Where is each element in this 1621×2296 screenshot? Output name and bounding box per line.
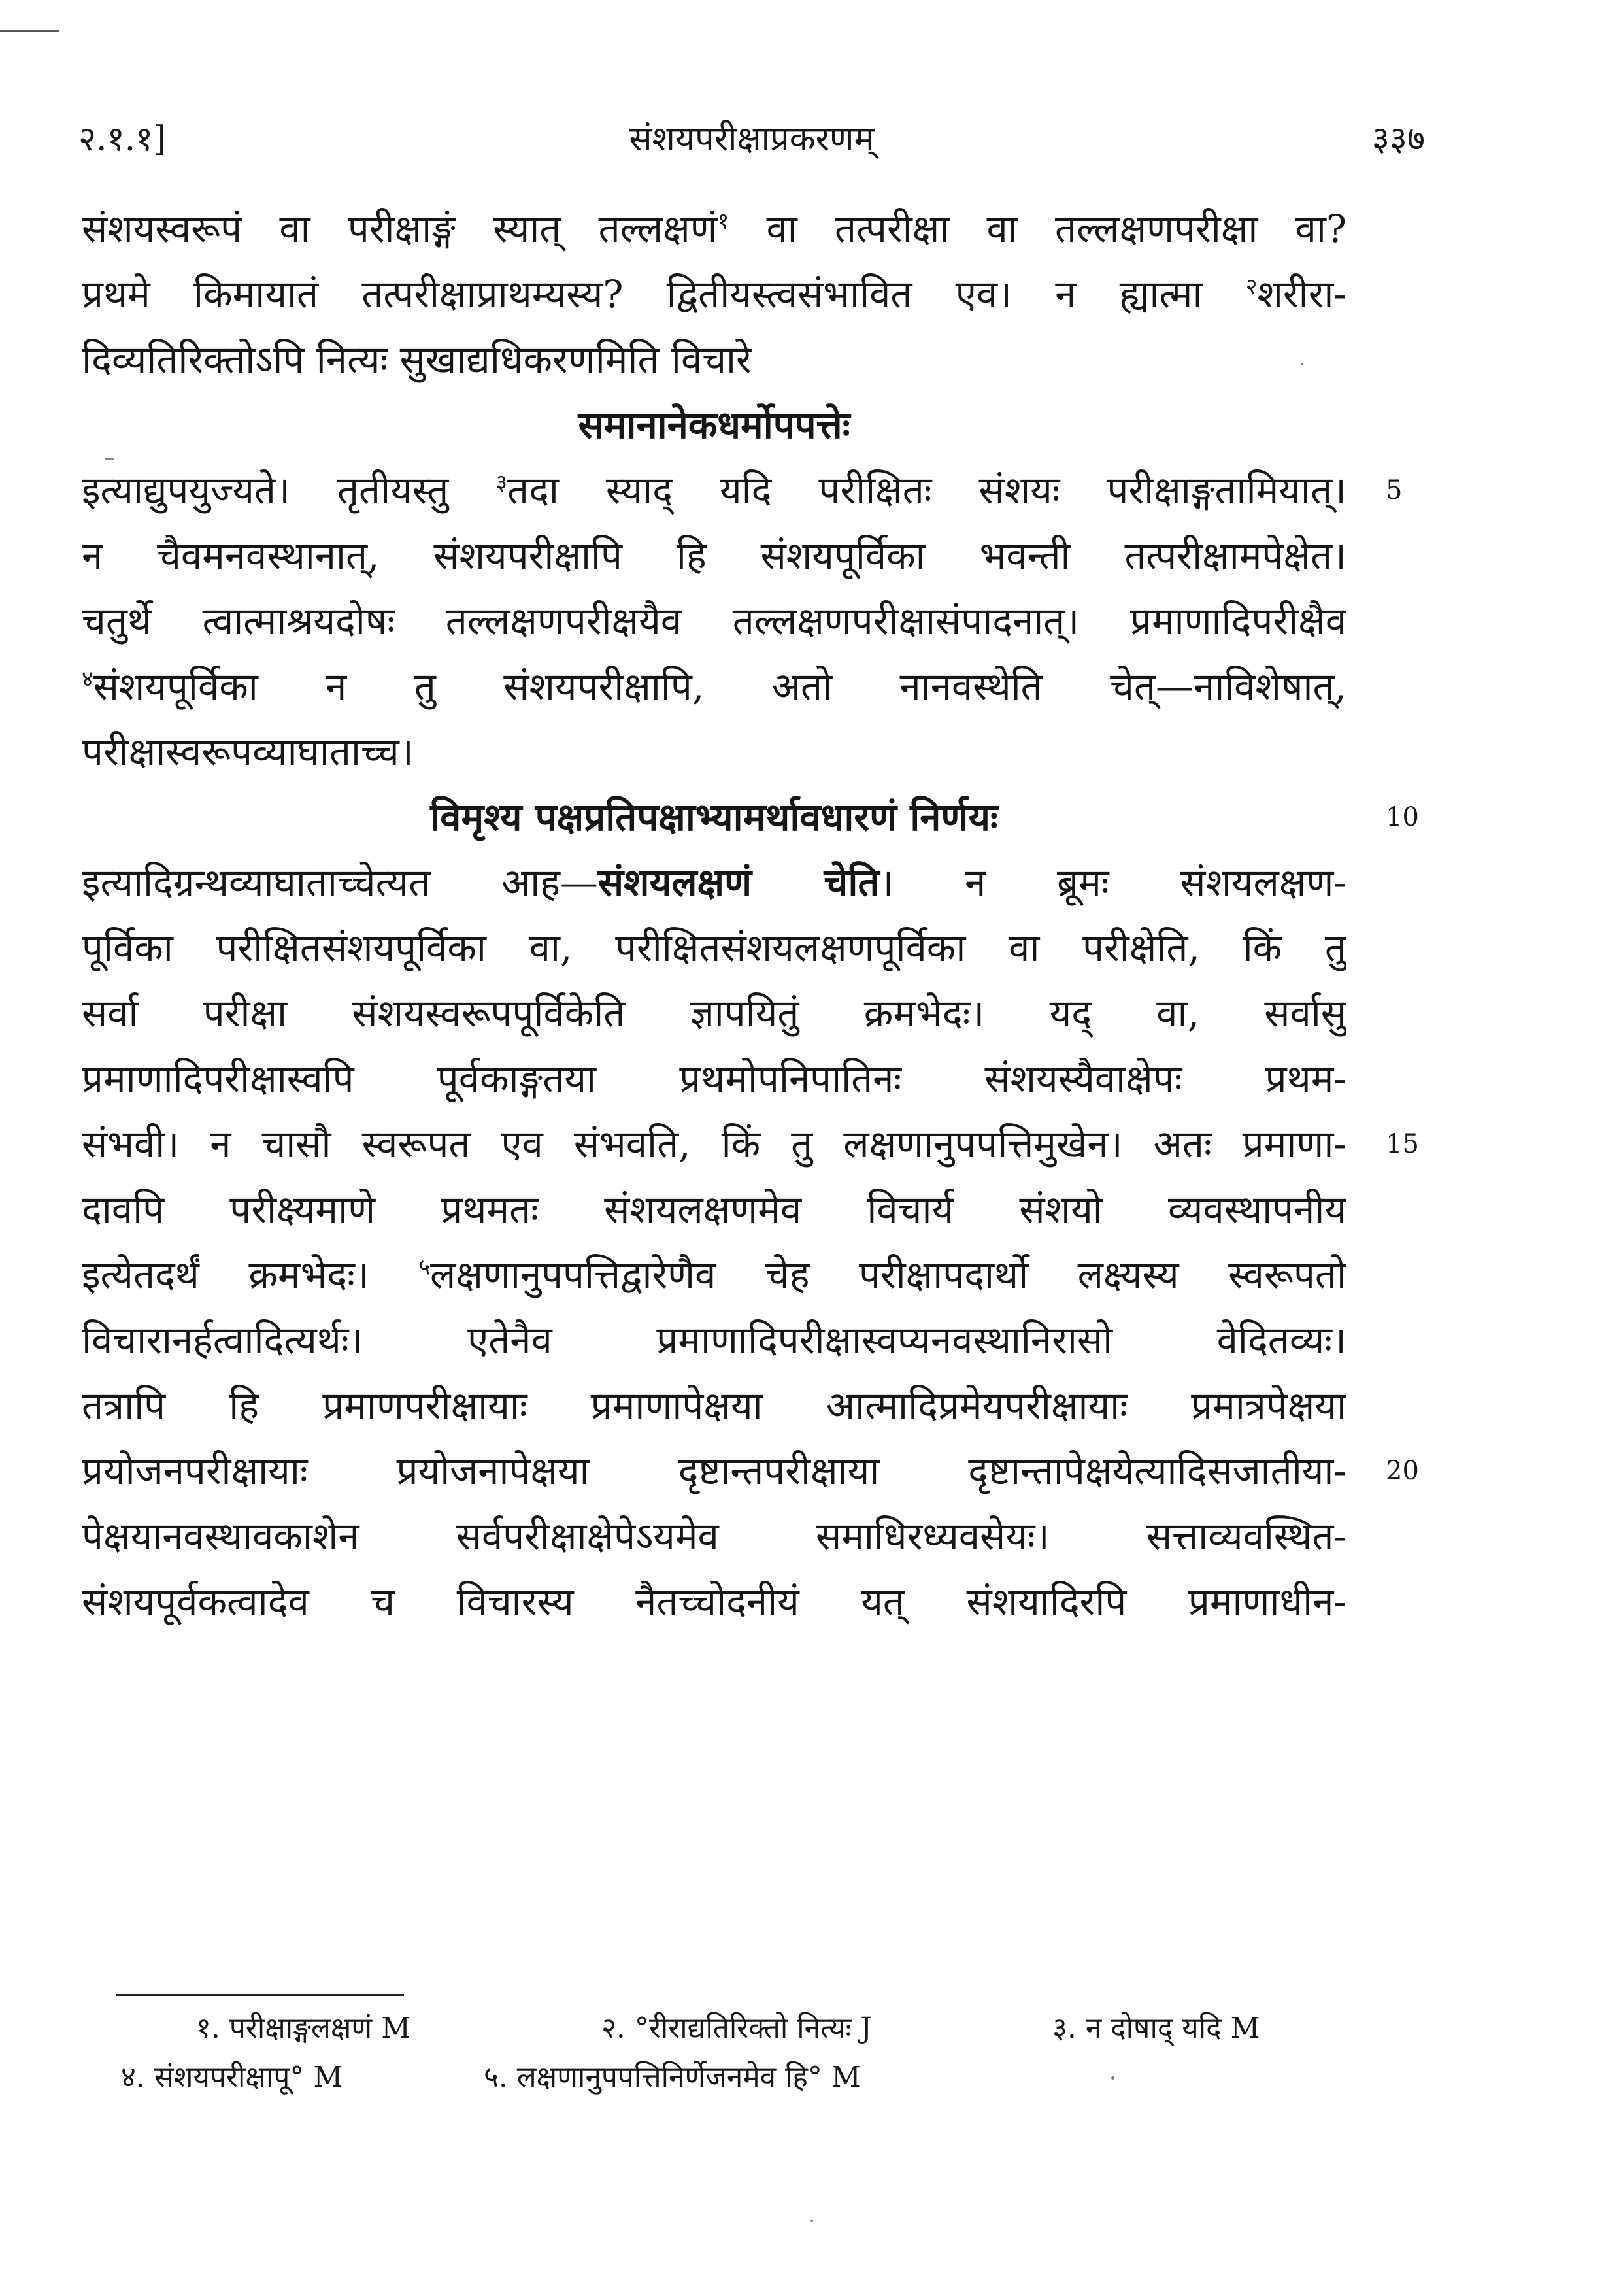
main-text <box>82 196 1346 1634</box>
line-text: विमृश्य पक्षप्रतिपक्षाभ्यामर्थावधारणं निर्णयः <box>430 795 998 839</box>
footnote-ref: ५ <box>418 1254 431 1281</box>
line-text: पूर्विका परीक्षितसंशयपूर्विका वा, परीक्षितसंशयलक्षणपूर्विका वा परीक्षेति, किं तु <box>82 926 1346 970</box>
text-line <box>82 1177 1346 1242</box>
crop-mark <box>0 30 59 32</box>
footnote-2: २. °रीराद्यतिरिक्तो नित्यः J <box>601 2012 872 2045</box>
scan-speck <box>105 458 114 460</box>
footnote-4: ४. संशयपरीक्षापू° M <box>121 2061 343 2094</box>
line-text: संशयपूर्वकत्वादेव च विचारस्य नैतच्चोदनीयं यत् संशयादिरपि प्रमाणाधीन- <box>82 1579 1346 1624</box>
line-text: विचारानर्हत्वादित्यर्थः। एतेनैव प्रमाणादिपरीक्षास्वप्यनवस्थानिरासो वेदितव्यः। <box>82 1318 1346 1362</box>
line-number: 5 <box>1386 475 1403 505</box>
text-line <box>82 850 1346 915</box>
text-line <box>82 915 1346 981</box>
line-text: समानानेकधर्मोपपत्तेः <box>578 403 850 447</box>
line-text: संभवी। न चासौ स्वरूपत एव संभवति, किं तु लक्षणानुपपत्तिमुखेन। अतः प्रमाणा- <box>82 1122 1346 1166</box>
text-line <box>82 1373 1346 1438</box>
text-line <box>82 262 1346 327</box>
scan-speck <box>811 2220 813 2222</box>
footnote-1: १. परीक्षाङ्गलक्षणं M <box>196 2012 411 2045</box>
line-text: पेक्षयानवस्थावकाशेन सर्वपरीक्षाक्षेपेऽयमेव समाधिरध्यवसेयः। सत्ताव्यवस्थित- <box>82 1514 1346 1559</box>
section-number: २.१.१] <box>78 120 167 159</box>
line-text: दावपि परीक्ष्यमाणे प्रथमतः संशयलक्षणमेव विचार्य संशयो व्यवस्थापनीय <box>82 1187 1346 1232</box>
footnote-5: ५. लक्षणानुपपत्तिनिर्णेजनमेव हि° M <box>484 2061 861 2094</box>
text-line <box>82 1242 1346 1308</box>
line-text: संशयस्वरूपं वा परीक्षाङ्गं स्यात् तल्लक्षणं <box>82 207 718 251</box>
line-number: 15 <box>1386 1129 1419 1159</box>
text-line <box>82 1504 1346 1569</box>
line-text: सर्वा परीक्षा संशयस्वरूपपूर्विकेति ज्ञापयितुं क्रमभेदः। यद् वा, सर्वासु <box>82 991 1346 1036</box>
line-text: तत्रापि हि प्रमाणपरीक्षायाः प्रमाणापेक्षया आत्मादिप्रमेयपरीक्षायाः प्रमात्रपेक्षया <box>82 1383 1346 1428</box>
page-number: ३३७ <box>1371 120 1425 159</box>
footnote-ref: ४ <box>82 666 93 692</box>
scan-speck <box>1301 363 1303 365</box>
text-line <box>82 654 1346 719</box>
line-text: वा तत्परीक्षा वा तल्लक्षणपरीक्षा वा? <box>729 207 1346 251</box>
line-text: चतुर्थे त्वात्माश्रयदोषः तल्लक्षणपरीक्षयैव तल्लक्षणपरीक्षासंपादनात्। प्रमाणादिपरीक्षैव <box>82 599 1346 643</box>
line-text: दिव्यतिरिक्तोऽपि नित्यः सुखाद्यधिकरणमिति विचारे <box>82 337 752 382</box>
text-line <box>82 1569 1346 1634</box>
line-text: लक्षणानुपपत्तिद्वारेणैव चेह परीक्षापदार्थो लक्ष्यस्य स्वरूपतो <box>430 1253 1346 1297</box>
line-text: प्रमाणादिपरीक्षास्वपि पूर्वकाङ्गतया प्रथमोपनिपातिनः संशयस्यैवाक्षेपः प्रथम- <box>82 1056 1346 1101</box>
running-title: संशयपरीक्षाप्रकरणम् <box>629 120 875 159</box>
text-line <box>82 719 1346 785</box>
line-number: 20 <box>1386 1456 1419 1486</box>
line-text: इत्येतदर्थं क्रमभेदः। <box>82 1253 419 1297</box>
text-line <box>82 1046 1346 1111</box>
line-text: शरीरा- <box>1257 272 1346 316</box>
line-text: इत्याद्युपयुज्यते। तृतीयस्तु <box>82 468 496 513</box>
text-line <box>82 1111 1346 1177</box>
running-header <box>78 110 1425 169</box>
line-text: प्रयोजनपरीक्षायाः प्रयोजनापेक्षया दृष्टान्तपरीक्षाया दृष्टान्तापेक्षयेत्यादिसजातीया- <box>82 1449 1346 1493</box>
text-line <box>82 196 1346 262</box>
scan-speck <box>1111 2076 1114 2080</box>
line-text: न चैवमनवस्थानात्, संशयपरीक्षापि हि संशयपूर्विका भवन्ती तत्परीक्षामपेक्षेत। <box>82 533 1346 578</box>
line-text: । न ब्रूमः संशयलक्षण- <box>879 860 1346 905</box>
line-text: इत्यादिग्रन्थव्याघाताच्चेत्यत आह— <box>82 860 598 905</box>
footnote-rule <box>116 1994 404 1996</box>
text-line <box>82 327 1346 392</box>
line-text: परीक्षास्वरूपव्याघाताच्च। <box>82 730 414 774</box>
footnote-ref: ३ <box>495 469 508 496</box>
section-heading <box>82 392 1346 458</box>
footnote-3: ३. न दोषाद् यदि M <box>1052 2012 1260 2045</box>
line-text: तदा स्याद् यदि परीक्षितः संशयः परीक्षाङ्गतामियात्। <box>507 468 1346 513</box>
text-line <box>82 523 1346 588</box>
footnote-ref: २ <box>1245 273 1258 300</box>
text-line <box>82 981 1346 1046</box>
text-line <box>82 1438 1346 1504</box>
line-text: संशयपूर्विका न तु संशयपरीक्षापि, अतो नानवस्थेति चेत्—नाविशेषात्, <box>93 664 1346 709</box>
footnote-ref: १ <box>717 208 729 235</box>
text-line <box>82 458 1346 523</box>
line-text: प्रथमे किमायातं तत्परीक्षाप्राथम्यस्य? द्वितीयस्त्वसंभावित एव। न ह्यात्मा <box>82 272 1246 316</box>
text-line <box>82 1308 1346 1373</box>
section-heading <box>82 785 1346 850</box>
line-number: 10 <box>1386 802 1419 832</box>
sutra-quote: संशयलक्षणं चेति <box>597 860 880 905</box>
text-line <box>82 588 1346 654</box>
